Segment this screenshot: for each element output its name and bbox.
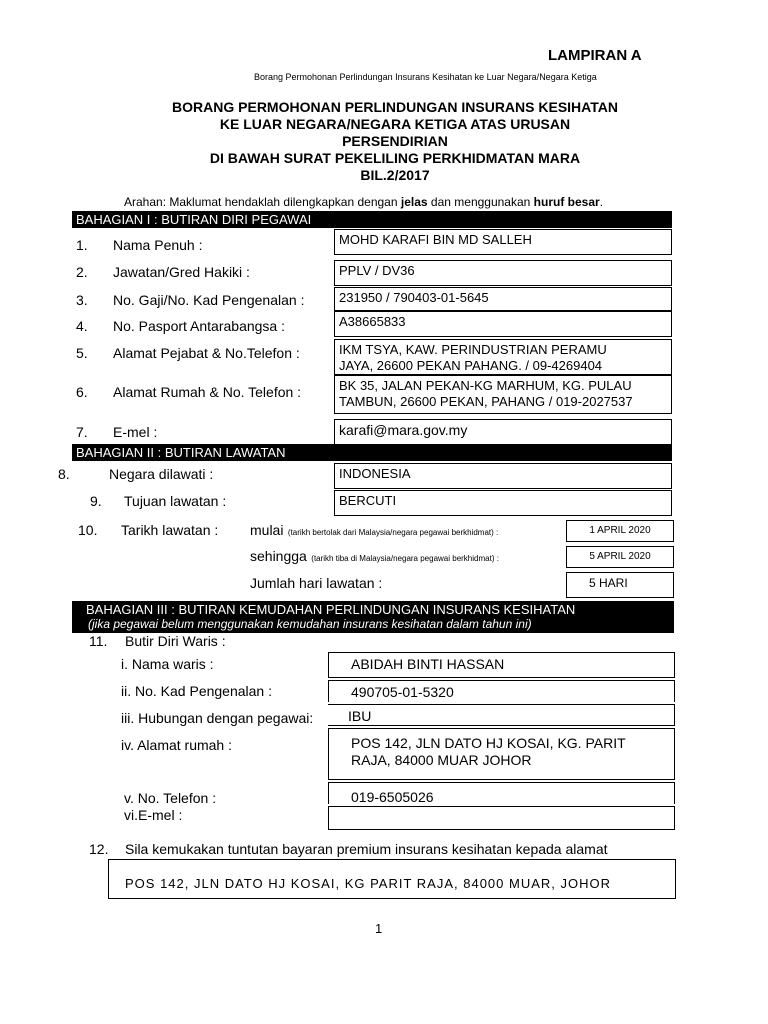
emel-field[interactable]: karafi@mara.gov.my (334, 419, 672, 445)
hubungan-label: iii. Hubungan dengan pegawai: (121, 710, 314, 726)
telefon-waris-field[interactable]: 019-6505026 (328, 782, 675, 804)
nama-penuh-field[interactable]: MOHD KARAFI BIN MD SALLEH (334, 229, 672, 255)
instructions-bold-2: huruf besar (533, 195, 600, 209)
field-10-number: 10. (78, 522, 98, 538)
alamat-rumah-field[interactable] (334, 375, 672, 414)
nama-waris-field[interactable]: ABIDAH BINTI HASSAN (328, 652, 675, 678)
field-7-number: 7. (76, 424, 88, 440)
tarikh-sehingga-field[interactable]: 5 APRIL 2020 (566, 546, 674, 568)
jumlah-hari-field[interactable]: 5 HARI (566, 572, 674, 598)
field-12-number: 12. (89, 841, 109, 857)
form-reference: Borang Permohonan Perlindungan Insurans Kesihatan ke Luar Negara/Negara Ketiga (254, 72, 597, 82)
section-3-note: (jika pegawai belum menggunakan kemudahan insurans kesihatan dalam tahun ini) (88, 617, 532, 631)
section-1-header: BAHAGIAN I : BUTIRAN DIRI PEGAWAI (72, 211, 672, 228)
alamat-tuntutan-field[interactable]: POS 142, JLN DATO HJ KOSAI, KG PARIT RAJA, 84000 MUAR, JOHOR (108, 859, 676, 899)
alamat-rumah-line-1: BK 35, JALAN PEKAN-KG MARHUM, KG. PULAU (339, 378, 632, 393)
alamat-pejabat-line-1: IKM TSYA, KAW. PERINDUSTRIAN PERAMU (339, 342, 607, 357)
sehingga-row (250, 548, 499, 566)
instructions-text-1: Arahan: Maklumat hendaklah dilengkapkan dengan (124, 195, 401, 209)
field-4-number: 4. (76, 318, 88, 334)
ic-waris-field[interactable]: 490705-01-5320 (328, 680, 675, 702)
page-number: 1 (375, 921, 383, 936)
emel-waris-field[interactable] (328, 806, 675, 830)
form-title-line-4: DI BAWAH SURAT PEKELILING PERKHIDMATAN MARA (209, 150, 581, 166)
field-9-label: Tujuan lawatan : (124, 493, 227, 509)
sehingga-note: (tarikh tiba di Malaysia/negara pegawai berkhidmat) : (311, 554, 499, 563)
field-3-number: 3. (76, 292, 88, 308)
emel-waris-label: vi.E-mel : (124, 807, 183, 823)
mulai-note: (tarikh bertolak dari Malaysia/negara pegawai berkhidmat) : (287, 528, 499, 537)
form-title-line-1: BORANG PERMOHONAN PERLINDUNGAN INSURANS KESIHATAN (172, 99, 618, 115)
instructions-text-3: . (599, 195, 604, 209)
field-11-label: Butir Diri Waris : (125, 633, 226, 649)
field-1-label: Nama Penuh : (113, 237, 203, 253)
field-4-label: No. Pasport Antarabangsa : (113, 318, 285, 334)
field-8-number: 8. (58, 466, 70, 482)
field-2-label: Jawatan/Gred Hakiki : (113, 264, 250, 280)
alamat-waris-label: iv. Alamat rumah : (121, 737, 233, 753)
negara-dilawati-field[interactable]: INDONESIA (334, 463, 672, 489)
field-5-label: Alamat Pejabat & No.Telefon : (113, 345, 300, 361)
section-2-header: BAHAGIAN II : BUTIRAN LAWATAN (72, 444, 672, 461)
field-7-label: E-mel : (113, 424, 158, 440)
tujuan-lawatan-field[interactable]: BERCUTI (334, 490, 672, 516)
pasport-field[interactable]: A38665833 (334, 311, 672, 337)
alamat-pejabat-field[interactable] (334, 339, 672, 375)
lampiran-label: LAMPIRAN A (548, 47, 642, 64)
field-2-number: 2. (76, 264, 88, 280)
ic-waris-label: ii. No. Kad Pengenalan : (121, 683, 272, 699)
jawatan-field[interactable]: PPLV / DV36 (334, 260, 672, 286)
field-6-number: 6. (76, 384, 88, 400)
form-title-line-2: KE LUAR NEGARA/NEGARA KETIGA ATAS URUSAN (219, 116, 571, 132)
tarikh-mulai-field[interactable]: 1 APRIL 2020 (566, 520, 674, 542)
form-title-line-3: PERSENDIRIAN (342, 133, 448, 149)
no-gaji-ic-field[interactable]: 231950 / 790403-01-5645 (334, 287, 672, 311)
alamat-waris-line-1: POS 142, JLN DATO HJ KOSAI, KG. PARIT (351, 735, 626, 751)
instructions-bold-1: jelas (400, 195, 428, 209)
alamat-rumah-line-2: TAMBUN, 26600 PEKAN, PAHANG / 019-2027537 (339, 394, 633, 409)
field-3-label: No. Gaji/No. Kad Pengenalan : (113, 292, 305, 308)
jumlah-hari-label: Jumlah hari lawatan : (250, 575, 383, 591)
mulai-label: mulai (250, 522, 284, 538)
section-3-title: BAHAGIAN III : BUTIRAN KEMUDAHAN PERLINDUNGAN INSURANS KESIHATAN (86, 602, 576, 617)
alamat-pejabat-line-2: JAYA, 26600 PEKAN PAHANG. / 09-4269404 (339, 358, 603, 373)
field-5-number: 5. (76, 345, 88, 361)
telefon-waris-label: v. No. Telefon : (124, 790, 217, 806)
section-3-header (72, 601, 674, 633)
field-8-label: Negara dilawati : (109, 466, 214, 482)
alamat-waris-field[interactable] (328, 728, 675, 780)
form-title-line-5: BIL.2/2017 (360, 167, 430, 183)
nama-waris-label: i. Nama waris : (121, 656, 214, 672)
field-9-number: 9. (90, 493, 102, 509)
hubungan-field[interactable]: IBU (328, 704, 675, 726)
sehingga-label: sehingga (250, 548, 307, 564)
field-1-number: 1. (76, 237, 88, 253)
field-11-number: 11. (89, 633, 108, 649)
instructions-text-2: dan menggunakan (427, 195, 534, 209)
field-6-label: Alamat Rumah & No. Telefon : (113, 384, 302, 400)
field-12-label: Sila kemukakan tuntutan bayaran premium insurans kesihatan kepada alamat (125, 841, 608, 857)
field-10-label: Tarikh lawatan : (121, 522, 219, 538)
instructions (124, 195, 603, 209)
mulai-row (250, 522, 498, 540)
alamat-waris-line-2: RAJA, 84000 MUAR JOHOR (351, 752, 532, 768)
